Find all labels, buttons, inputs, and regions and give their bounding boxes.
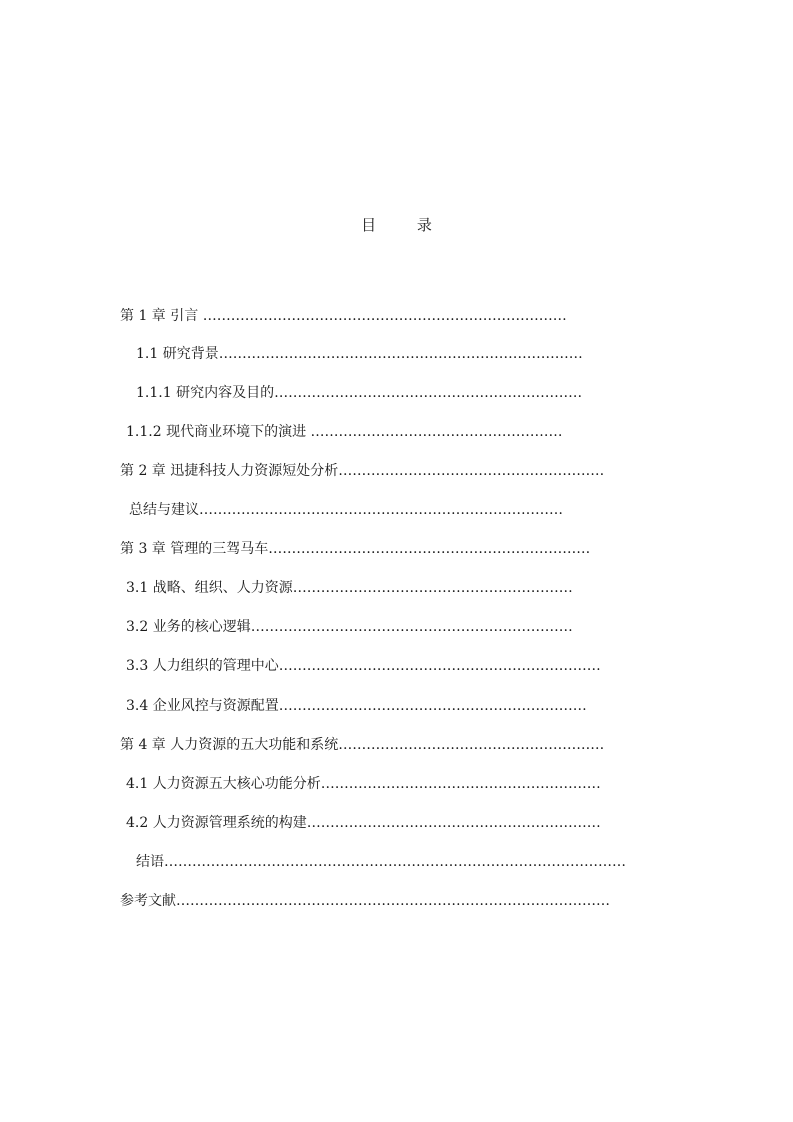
toc-dot-leader: ………………………………………………	[310, 424, 563, 440]
toc-dot-leader: ……………………………………………………………	[278, 658, 601, 674]
toc-dot-leader: ………………………………………………………………………………………	[164, 854, 626, 870]
toc-dot-leader: ……………………………………………………………………	[202, 308, 567, 324]
toc-entry-1-1[interactable]	[136, 344, 583, 364]
toc-entry-label: 4.1 人力资源五大核心功能分析	[126, 776, 321, 792]
toc-entry-label: 3.4 企业风控与资源配置	[126, 698, 279, 714]
toc-dot-leader: ……………………………………………………………………	[218, 346, 583, 362]
toc-entry-label: 3.2 业务的核心逻辑	[126, 619, 251, 635]
toc-dot-leader: …………………………………………………………	[274, 385, 583, 401]
toc-entry-label: 3.1 战略、组织、人力资源	[126, 580, 293, 596]
toc-entry-4-2[interactable]	[126, 813, 601, 833]
toc-entry-label: 总结与建议	[129, 502, 199, 518]
toc-dot-leader: …………………………………………………………	[278, 698, 587, 714]
toc-entry-label: 参考文献	[120, 893, 176, 909]
toc-entry-1-1-2[interactable]	[126, 422, 563, 442]
toc-dot-leader: ……………………………………………………	[292, 580, 573, 596]
toc-entry-label: 4.2 人力资源管理系统的构建	[126, 815, 307, 831]
toc-dot-leader: ……………………………………………………	[320, 776, 601, 792]
toc-entry-chapter-2[interactable]	[120, 461, 604, 481]
toc-entry-label: 结语	[136, 854, 164, 870]
toc-dot-leader: …………………………………………………	[338, 737, 605, 753]
toc-entry-chapter-4[interactable]	[120, 735, 604, 755]
toc-dot-leader: …………………………………………………	[338, 463, 605, 479]
toc-entry-label: 1.1.2 现代商业环境下的演进	[126, 424, 311, 440]
toc-entry-label: 第 4 章 人力资源的五大功能和系统	[120, 737, 339, 753]
toc-dot-leader: …………………………………………………………………………………	[176, 893, 610, 909]
toc-entry-3-1[interactable]	[126, 578, 573, 598]
toc-dot-leader: ……………………………………………………………	[268, 541, 591, 557]
toc-entry-label: 3.3 人力组织的管理中心	[126, 658, 279, 674]
toc-entry-label: 1.1.1 研究内容及目的	[136, 385, 275, 401]
toc-entry-3-4[interactable]	[126, 696, 587, 716]
toc-entry-conclusion[interactable]	[136, 852, 626, 872]
toc-entry-1-1-1[interactable]	[136, 383, 582, 403]
toc-entry-chapter-3[interactable]	[120, 539, 590, 559]
toc-dot-leader: ………………………………………………………	[306, 815, 601, 831]
toc-entry-3-3[interactable]	[126, 656, 601, 676]
toc-entry-label: 第 2 章 迅捷科技人力资源短处分析	[120, 463, 339, 479]
toc-entry-label: 第 1 章 引言	[120, 308, 203, 324]
toc-entry-4-1[interactable]	[126, 774, 601, 794]
toc-entry-chapter-1[interactable]	[120, 306, 567, 326]
toc-entry-label: 1.1 研究背景	[136, 346, 219, 362]
page-title: 目 录	[361, 216, 450, 234]
toc-entry-summary[interactable]	[129, 500, 563, 520]
toc-entry-references[interactable]	[120, 891, 610, 911]
toc-dot-leader: ……………………………………………………………	[250, 619, 573, 635]
toc-entry-label: 第 3 章 管理的三驾马车	[120, 541, 269, 557]
toc-entry-3-2[interactable]	[126, 617, 573, 637]
toc-dot-leader: ……………………………………………………………………	[199, 502, 563, 518]
